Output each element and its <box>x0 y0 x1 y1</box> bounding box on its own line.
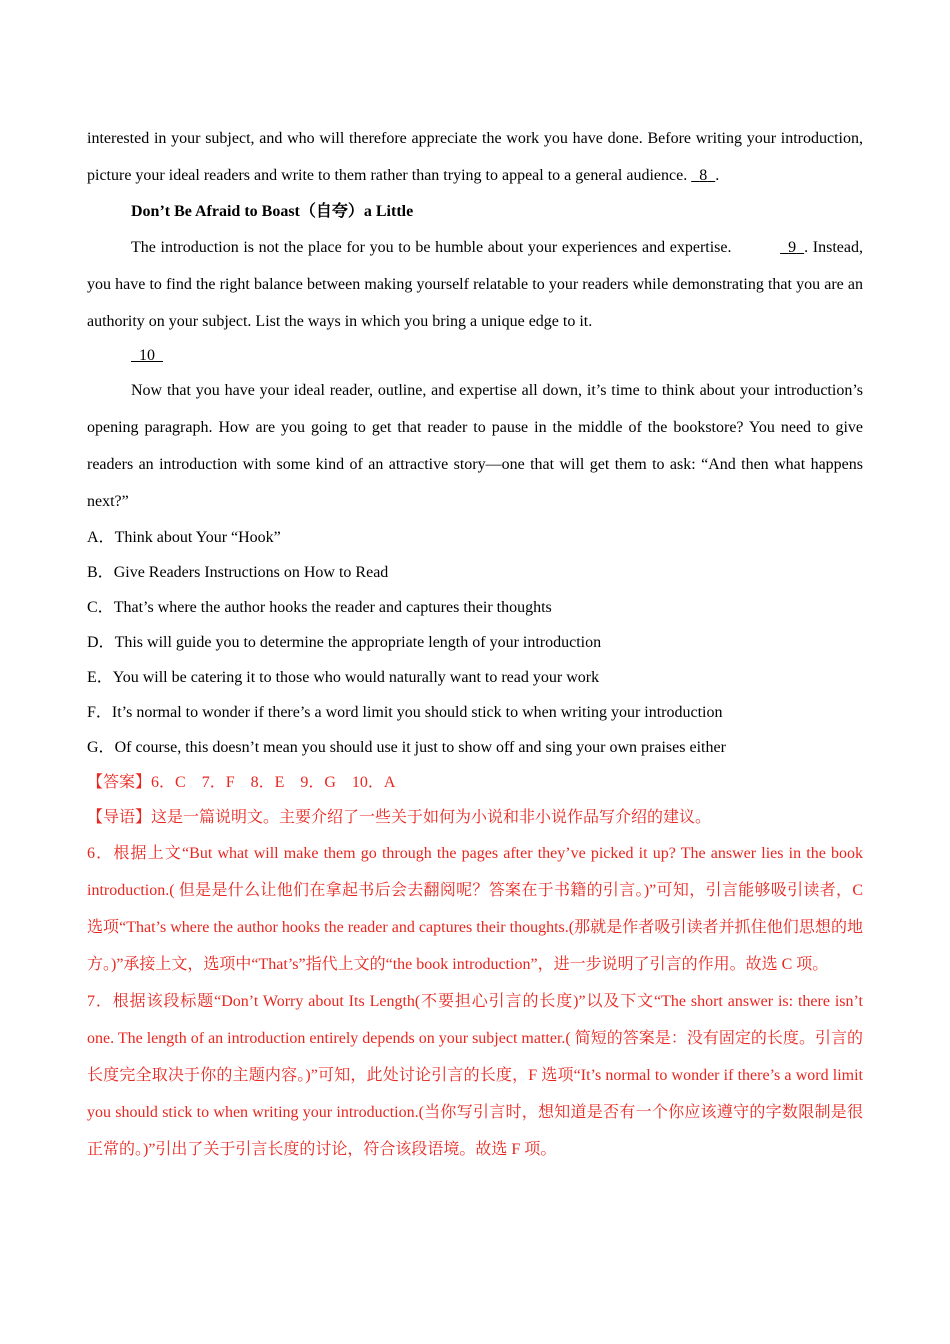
option-c <box>87 590 863 625</box>
option-f <box>87 695 863 730</box>
passage-paragraph-2 <box>87 229 863 340</box>
option-a-letter: A． <box>87 529 115 546</box>
option-e-letter: E． <box>87 669 113 686</box>
blank-10-number: 10 <box>139 347 155 364</box>
paragraph-1-text: interested in your subject, and who will therefore appreciate the work you have done. Before writing your introduction, picture your ideal readers and write to them rather than trying to appeal to a general audience. <box>87 130 863 184</box>
blank-10 <box>131 340 163 372</box>
option-f-letter: F． <box>87 704 112 721</box>
blank-8 <box>691 157 715 194</box>
paragraph-1-end: . <box>715 167 720 184</box>
blank-10-line <box>87 340 863 372</box>
guide-line <box>87 800 863 835</box>
option-g-letter: G． <box>87 739 115 756</box>
answer-label: 【答案】 <box>87 774 152 791</box>
paragraph-2-text: The introduction is not the place for you to be humble about your experiences and expertise. <box>131 239 737 256</box>
option-c-text: That’s where the author hooks the reader and captures their thoughts <box>113 599 552 616</box>
option-e-text: You will be catering it to those who would naturally want to read your work <box>112 669 600 686</box>
answer-text: 6．C 7．F 8．E 9．G 10．A <box>151 774 396 791</box>
explanation-q6: 6．根据上文“But what will make them go through the pages after they’ve picked it up? The answer lies in the book introduction.( 但是是什么让他们在拿起书后会去翻阅呢？答案在于书籍的引言。)”可知，引言能够吸引读者，C 选项“That’s where the author hooks the reader and captures their thoughts.(那就是作者吸引读者并抓住他们思想的地方。)”承接上文，选项中“That’s”指代上文的“the book introduction”，进一步说明了引言的作用。故选 C 项。 <box>87 845 863 973</box>
guide-text: 这是一篇说明文。主要介绍了一些关于如何为小说和非小说作品写介绍的建议。 <box>151 809 712 826</box>
explanation-q7: 7．根据该段标题“Don’t Worry about Its Length(不要担心引言的长度)”以及下文“The short answer is: there isn’t one. The length of an introduction entirely depends on your subject matter.( 简短的答案是：没有固定的长度。引言的长度完全取决于你的主题内容。)”可知，此处讨论引言的长度，F 选项“It’s normal to wonder if there’s a word limit you should stick to when writing your introduction.(当你写引言时，想知道是否有一个你应该遵守的字数限制是很正常的。)”引出了关于引言长度的讨论，符合该段语境。故选 F 项。 <box>87 993 863 1158</box>
option-f-text: It’s normal to wonder if there’s a word limit you should stick to when writing your introduction <box>111 704 723 721</box>
option-e <box>87 660 863 695</box>
guide-label: 【导语】 <box>87 809 152 826</box>
option-d-letter: D． <box>87 634 115 651</box>
option-a <box>87 520 863 555</box>
option-a-text: Think about Your “Hook” <box>114 529 281 546</box>
option-g-text: Of course, this doesn’t mean you should use it just to show off and sing your own praises either <box>114 739 726 756</box>
option-b-letter: B． <box>87 564 114 581</box>
passage-paragraph-3: Now that you have your ideal reader, outline, and expertise all down, it’s time to think about your introduction’s opening paragraph. How are you going to get that reader to pause in the middle of the bookstore? You need to give readers an introduction with some kind of an attractive story—one that will get them to ask: “And then what happens next?” <box>87 382 863 510</box>
blank-9 <box>736 229 804 266</box>
section-heading-boast: Don’t Be Afraid to Boast（自夸）a Little <box>131 203 414 220</box>
answer-line <box>87 765 863 800</box>
option-b-text: Give Readers Instructions on How to Read <box>113 564 389 581</box>
options-list <box>87 520 863 765</box>
option-g <box>87 730 863 765</box>
paragraph-2-rest: . Instead, you have to find the right balance between making yourself relatable to your readers while demonstrating that you are an authority on your subject. List the ways in which you bring a unique edge to it. <box>87 239 863 330</box>
blank-8-number: 8 <box>699 167 708 184</box>
blank-9-number: 9 <box>788 239 797 256</box>
option-d <box>87 625 863 660</box>
document-page <box>87 120 863 1168</box>
passage-paragraph-1 <box>87 120 863 194</box>
option-b <box>87 555 863 590</box>
option-d-text: This will guide you to determine the appropriate length of your introduction <box>114 634 602 651</box>
option-c-letter: C． <box>87 599 114 616</box>
